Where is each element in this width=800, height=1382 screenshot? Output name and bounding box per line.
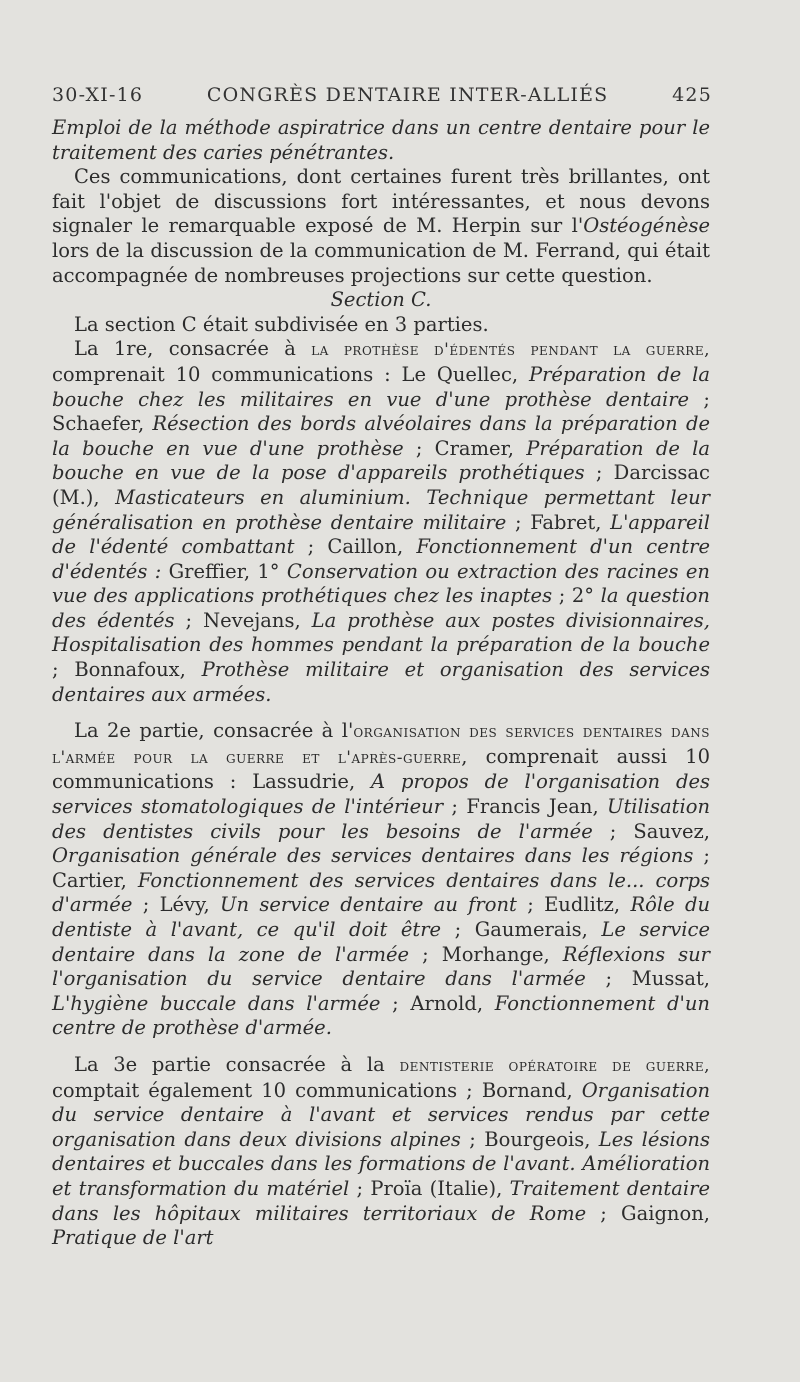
carryover-title: Emploi de la méthode aspiratrice dans un centre dentaire pour le traitement des caries pénétrantes. (52, 116, 710, 164)
section-title: Section C. (330, 288, 432, 312)
page-number: 425 (672, 84, 712, 106)
part2-paragraph: La 2e partie, consacrée à l'organisation des services dentaires dans l'armée pour la guerre et l'après-guerre, comprenait aussi 10 communications : Lassudrie, A propos de l'organisation des services stomatologiques de l'intérieur ; Francis Jean, Utilisation des dentistes civils pour les besoins de l'armée ; Sauvez, Organisation générale des services dentaires dans les régions ; Cartier, Fonctionnement des services dentaires dans le... corps d'armée ; Lévy, Un service dentaire au front ; Eudlitz, Rôle du dentiste à l'avant, ce qu'il doit être ; Gaumerais, Le service dentaire dans la zone de l'armée ; Morhange, Réflexions sur l'organisation du service dentaire dans l'armée ; Mussat, L'hygiène buccale dans l'armée ; Arnold, Fonctionnement d'un centre de prothèse d'armée. (52, 719, 711, 1040)
subdivision-paragraph: La section C était subdivisée en 3 parties. (74, 312, 489, 336)
page-body (52, 116, 710, 1251)
part1-paragraph: La 1re, consacrée à la prothèse d'édentés pendant la guerre, comprenait 10 communications : Le Quellec, Préparation de la bouche chez les militaires en vue d'une prothèse dentaire ; Schaefer, Résection des bords alvéolaires dans la préparation de la bouche en vue d'une prothèse ; Cramer, Préparation de la bouche en vue de la pose d'appareils prothétiques ; Darcissac (M.), Masticateurs en aluminium. Technique permettant leur généralisation en prothèse dentaire militaire ; Fabret, L'appareil de l'édenté combattant ; Caillon, Fonctionnement d'un centre d'édentés : Greffier, 1° Conservation ou extraction des racines en vue des applications prothétiques chez les inaptes ; 2° la question des édentés ; Nevejans, La prothèse aux postes divisionnaires, Hospitalisation des hommes pendant la préparation de la bouche ; Bonnafoux, Prothèse militaire et organisation des services dentaires aux armées. (52, 337, 711, 706)
header-date: 30-XI-16 (52, 84, 144, 106)
intro-paragraph: Ces communications, dont certaines furent très brillantes, ont fait l'objet de discussions fort intéressantes, et nous devons signaler le remarquable exposé de M. Herpin sur l'Ostéogénèse lors de la discussion de la communication de M. Ferrand, qui était accompagnée de nombreuses projections sur cette question. (52, 165, 710, 287)
running-title: CONGRÈS DENTAIRE INTER-ALLIÉS (206, 84, 609, 106)
running-header (52, 84, 712, 106)
part3-paragraph: La 3e partie consacrée à la dentisterie opératoire de guerre, comptait également 10 communications ; Bornand, Organisation du service dentaire à l'avant et services rendus par cette organisation dans deux divisions alpines ; Bourgeois, Les lésions dentaires et buccales dans les formations de l'avant. Amélioration et transformation du matériel ; Proïa (Italie), Traitement dentaire dans les hôpitaux militaires territoriaux de Rome ; Gaignon, Pratique de l'art (52, 1052, 710, 1250)
